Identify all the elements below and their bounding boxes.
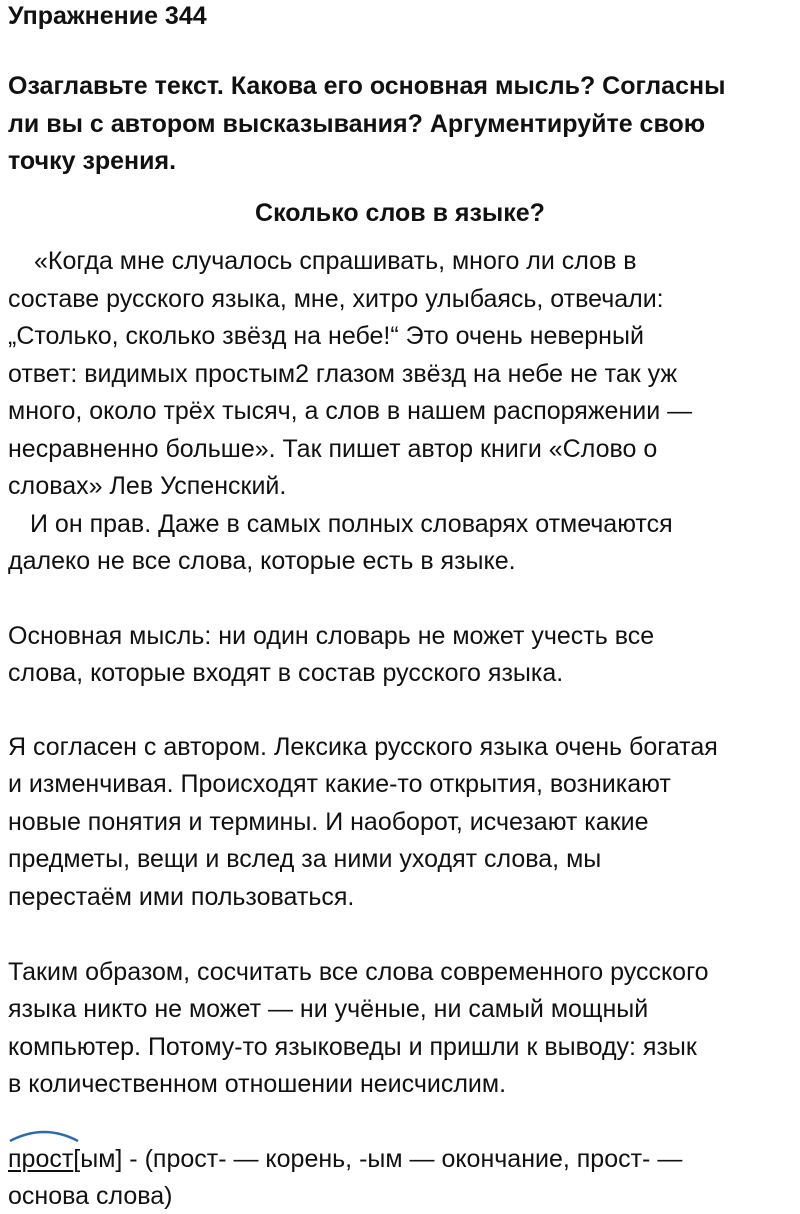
- morphology-line-1: [8, 1141, 682, 1177]
- paragraph1-line-6: несравненно больше». Так пишет автор книги «Слово о: [8, 435, 658, 463]
- opinion-line-3: новые понятия и термины. И наоборот, исчезают какие: [8, 808, 649, 836]
- main-idea-line-2: слова, которые входят в состав русского языка.: [8, 659, 564, 687]
- exercise-title: Упражнение 344: [8, 2, 207, 30]
- opinion-line-2: и изменчивая. Происходят какие-то открытия, возникают: [8, 770, 671, 798]
- morphology-line-2: основа слова): [8, 1182, 173, 1210]
- text-title: Сколько слов в языке?: [255, 199, 545, 227]
- paragraph1-line-3: „Столько, сколько звёзд на небе!“ Это очень неверный: [8, 322, 644, 350]
- stem-arc-icon: [8, 1127, 80, 1143]
- opinion-line-1: Я согласен с автором. Лексика русского языка очень богатая: [8, 733, 718, 761]
- word-stem: прост: [8, 1145, 74, 1173]
- task-line-1: Озаглавьте текст. Какова его основная мысль? Согласны: [8, 72, 726, 100]
- paragraph1-line-5: много, около трёх тысяч, а слов в нашем распоряжении —: [8, 397, 693, 425]
- task-line-3: точку зрения.: [8, 147, 177, 175]
- paragraph2-line-2: далеко не все слова, которые есть в языке.: [8, 547, 516, 575]
- morphology-explanation: - (прост- — корень, -ым — окончание, прост- —: [122, 1145, 683, 1173]
- stem-mark: [8, 1141, 73, 1177]
- conclusion-line-2: языка никто не может — ни учёные, ни самый мощный: [8, 995, 649, 1023]
- paragraph1-line-7: словах» Лев Успенский.: [8, 472, 287, 500]
- opinion-line-5: перестаём ими пользоваться.: [8, 883, 355, 911]
- conclusion-line-3: компьютер. Потому-то языковеды и пришли к выводу: язык: [8, 1033, 697, 1061]
- paragraph2-line-1: И он прав. Даже в самых полных словарях отмечаются: [30, 510, 673, 538]
- opinion-line-4: предметы, вещи и вслед за ними уходят слова, мы: [8, 845, 602, 873]
- paragraph1-line-2: составе русского языка, мне, хитро улыбаясь, отвечали:: [8, 285, 664, 313]
- main-idea-line-1: Основная мысль: ни один словарь не может учесть все: [8, 622, 655, 650]
- paragraph1-line-4: ответ: видимых простым2 глазом звёзд на небе не так уж: [8, 360, 678, 388]
- paragraph1-line-1: «Когда мне случалось спрашивать, много ли слов в: [34, 247, 637, 275]
- conclusion-line-4: в количественном отношении неисчислим.: [8, 1070, 507, 1098]
- conclusion-line-1: Таким образом, сосчитать все слова современного русского: [8, 958, 709, 986]
- task-line-2: ли вы с автором высказывания? Аргументируйте свою: [8, 110, 706, 138]
- word-ending: [ым]: [73, 1145, 123, 1173]
